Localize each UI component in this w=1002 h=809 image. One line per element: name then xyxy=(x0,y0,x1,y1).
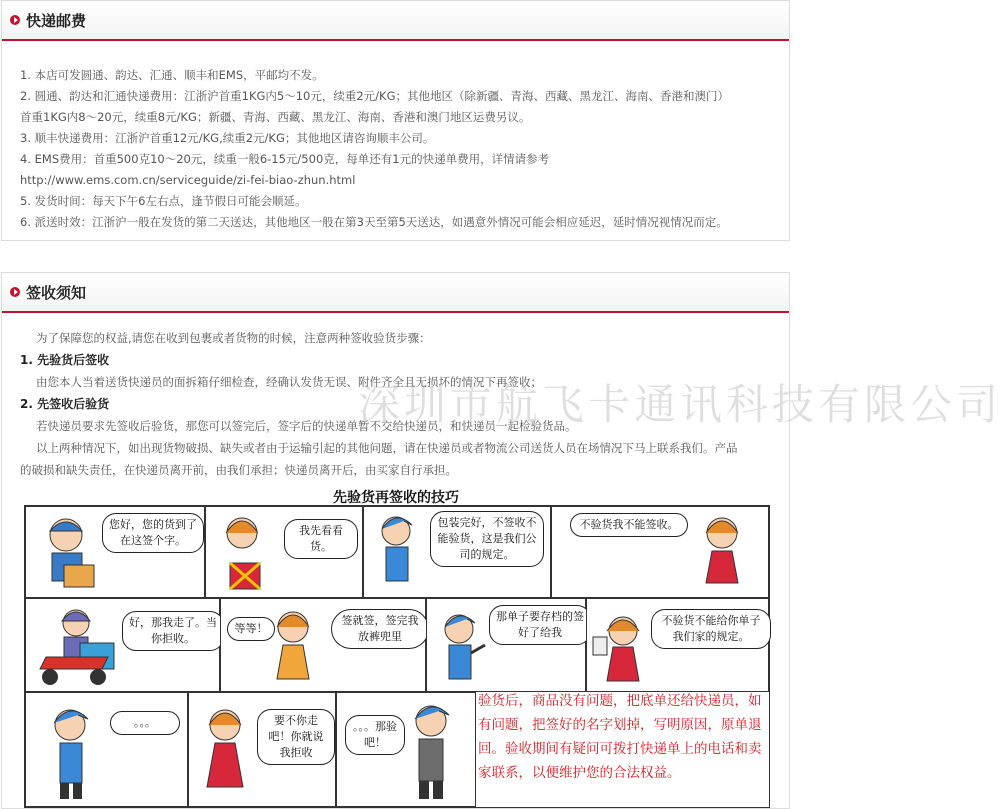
inspection-tip: 验货后，商品没有问题，把底单还给快递员，如有问题，把签好的名字划掉，写明原因，原单退回。验收期间有疑问可拨打快递单上的电话和卖家联系，以便维护您的合法权益。 xyxy=(478,693,762,781)
speech-bubble: 。。。 xyxy=(110,711,180,735)
shipping-item: 4. EMS费用：首重500克10～20元，续重一般6-15元/500克，每单还有1元的快递单费用，详情请参考 xyxy=(20,152,550,166)
comic-cell-10 xyxy=(188,692,336,807)
comic-cell-7 xyxy=(426,598,586,692)
speech-bubble: 不验货不能给你单子我们家的规定。 xyxy=(651,609,771,649)
buyer-girl-icon xyxy=(591,611,653,691)
shipping-list xyxy=(2,41,789,233)
comic-cell-4 xyxy=(551,506,769,598)
sign-outro: 以上两种情况下，如出现货物破损、缺失或者由于运输引起的其他问题，请在快递员或者物流公司送货人员在场情况下马上联系我们。产品 xyxy=(36,441,738,455)
speech-bubble: 要不你走吧！你就说我拒收 xyxy=(257,709,335,765)
shipping-item: 5. 发货时间：每天下午6左右点，逢节假日可能会顺延。 xyxy=(20,194,307,208)
step2-title: 2. 先签收后验货 xyxy=(20,397,110,411)
thought-bubble: 签就签，签完我放裤兜里 xyxy=(331,609,429,649)
step1-title: 1. 先验货后签收 xyxy=(20,353,110,367)
buyer-girl-icon xyxy=(193,703,257,803)
courier-figure-icon xyxy=(34,513,104,595)
comic-cell-2 xyxy=(205,506,363,598)
courier-figure-icon xyxy=(40,703,104,803)
comic-cell-8 xyxy=(586,598,769,692)
shipping-item: 6. 派送时效：江浙沪一般在发货的第二天送达，其他地区一般在第3天至第5天送达，如遇意外情况可能会相应延迟，延时情况视情况而定。 xyxy=(20,215,728,229)
arrow-bullet-icon xyxy=(10,15,20,25)
speech-bubble: 等等！ xyxy=(227,617,275,641)
buyer-girl-icon xyxy=(212,511,274,597)
comic-grid xyxy=(24,505,770,808)
sign-outro-cont: 的破损和缺失责任，在快递员离开前，由我们承担；快递员离开后，由买家自行承担。 xyxy=(20,463,457,477)
shipping-item: 首重1KG内8～20元，续重8元/KG；新疆、青海、西藏、黑龙江、海南、香港和澳门地区运费另议。 xyxy=(20,110,531,124)
shipping-panel xyxy=(1,0,790,241)
shipping-item: 3. 顺丰快递费用：江浙沪首重12元/KG,续重2元/KG；其他地区请咨询顺丰公司。 xyxy=(20,131,435,145)
step2-text: 若快递员要求先签收后验货，那您可以签完后，签字后的快递单暂不交给快递员，和快递员一起检验货品。 xyxy=(36,419,577,433)
sign-title: 签收须知 xyxy=(26,283,87,302)
shipping-header xyxy=(2,1,789,41)
comic-cell-9 xyxy=(25,692,188,807)
arrow-bullet-icon xyxy=(10,287,20,297)
speech-bubble: 您好，您的货到了在这签个字。 xyxy=(102,513,204,553)
comic-cell-3 xyxy=(363,506,551,598)
step1-text: 由您本人当着送货快递员的面拆箱仔细检查，经确认发货无误、附件齐全且无损坏的情况下再签收； xyxy=(36,375,542,389)
buyer-girl-icon xyxy=(265,605,323,691)
comic-cell-1 xyxy=(25,506,205,598)
speech-bubble: 那单子要存档的签好了给我 xyxy=(489,605,591,645)
shipping-item: 1. 本店可发圆通、韵达、汇通、顺丰和EMS，平邮均不发。 xyxy=(20,68,324,82)
comic-cell-11 xyxy=(336,692,476,807)
comic-cell-6 xyxy=(220,598,426,692)
company-watermark: 深圳市航飞卡通讯科技有限公司 xyxy=(358,380,1002,429)
courier-figure-icon xyxy=(397,699,467,803)
ems-link[interactable]: http://www.ems.com.cn/serviceguide/zi-fei-biao-zhun.html xyxy=(20,173,356,187)
speech-bubble: 。。。那验吧！ xyxy=(345,715,405,755)
sign-header xyxy=(2,273,789,313)
speech-bubble: 包装完好，不签收不能验货，这是我们公司的规定。 xyxy=(430,511,544,567)
shipping-title: 快递邮费 xyxy=(26,11,87,30)
sign-intro: 为了保障您的权益,请您在收到包裹或者货物的时候，注意两种签收验货步骤： xyxy=(36,331,431,345)
buyer-girl-icon xyxy=(692,511,752,597)
scooter-courier-icon xyxy=(32,605,124,689)
comic-title: 先验货再签收的技巧 xyxy=(333,490,459,506)
courier-figure-icon xyxy=(368,511,424,597)
courier-figure-icon xyxy=(431,609,491,689)
comic-cell-5 xyxy=(25,598,220,692)
speech-bubble: 我先看看货。 xyxy=(284,519,358,559)
speech-bubble: 不验货我不能签收。 xyxy=(570,513,688,537)
speech-bubble: 好，那我走了。当你拒收。 xyxy=(122,611,224,651)
shipping-item: 2. 圆通、韵达和汇通快递费用：江浙沪首重1KG内5～10元，续重2元/KG；其他地区（除新疆、青海、西藏、黑龙江、海南、香港和澳门） xyxy=(20,89,729,103)
